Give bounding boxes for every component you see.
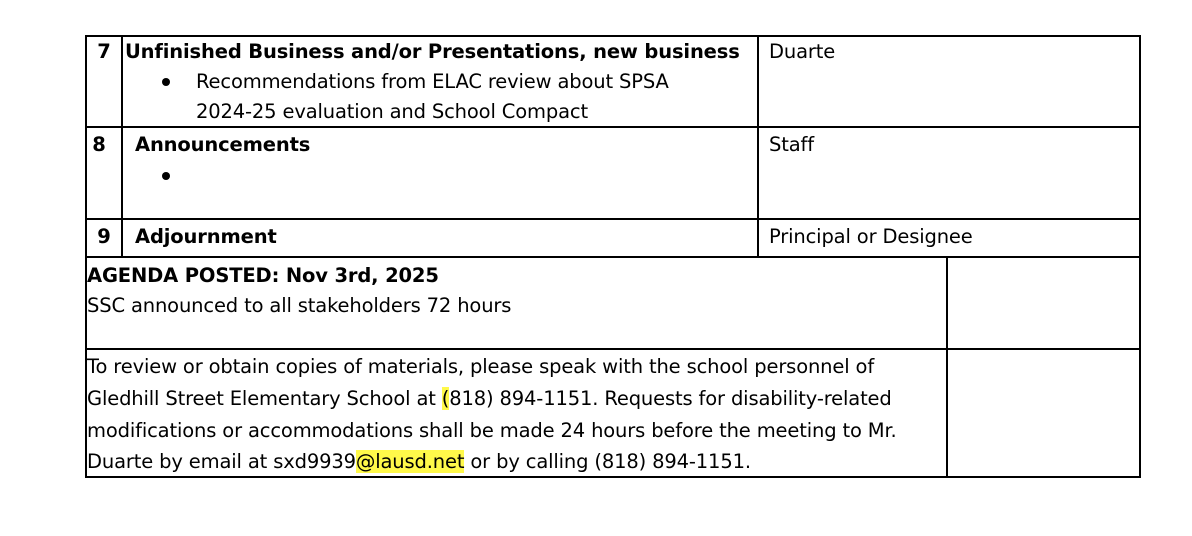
email-link[interactable]: @lausd.net — [355, 450, 465, 473]
highlighted-text: ( — [441, 387, 450, 410]
notice-text: or by calling (818) 894-1151. — [464, 450, 751, 473]
agenda-item-title: Announcements — [135, 133, 311, 156]
notice-line: modifications or accommodations shall be made 24 hours before the meeting to Mr. — [87, 419, 897, 442]
agenda-item-detail: 2024-25 evaluation and School Compact — [196, 100, 588, 123]
agenda-item-presenter: Duarte — [769, 40, 836, 63]
notice-text: Gledhill Street Elementary School at — [87, 387, 442, 410]
row-divider-8-9 — [85, 218, 1141, 220]
agenda-item-title: Adjournment — [135, 225, 277, 248]
agenda-item-title: Unfinished Business and/or Presentations, new business — [125, 40, 740, 63]
notice-text: Duarte by email at sxd9939 — [87, 450, 356, 473]
agenda-item-number: 7 — [97, 40, 111, 63]
notice-line — [87, 446, 751, 477]
notice-text: 818) 894-1151. Requests for disability-related — [449, 387, 892, 410]
row-divider-posted-notice — [85, 348, 1141, 350]
notice-line: To review or obtain copies of materials, please speak with the school personnel of — [87, 355, 875, 378]
bullet-icon — [162, 78, 170, 86]
agenda-item-number: 9 — [97, 225, 111, 248]
bullet-icon — [162, 172, 170, 180]
person-column-divider — [757, 35, 759, 258]
table-border-right — [1139, 35, 1141, 478]
agenda-item-detail: Recommendations from ELAC review about SPSA — [196, 70, 669, 93]
agenda-posted-note: SSC announced to all stakeholders 72 hours — [87, 294, 512, 317]
notes-column-divider — [946, 256, 948, 478]
agenda-item-presenter: Staff — [769, 133, 814, 156]
notice-line — [87, 383, 892, 414]
agenda-item-number: 8 — [92, 133, 106, 156]
agenda-posted-label: AGENDA POSTED: Nov 3rd, 2025 — [87, 264, 439, 287]
row-divider-9-posted — [85, 256, 1141, 258]
agenda-item-presenter: Principal or Designee — [769, 225, 973, 248]
number-column-divider — [121, 35, 123, 258]
